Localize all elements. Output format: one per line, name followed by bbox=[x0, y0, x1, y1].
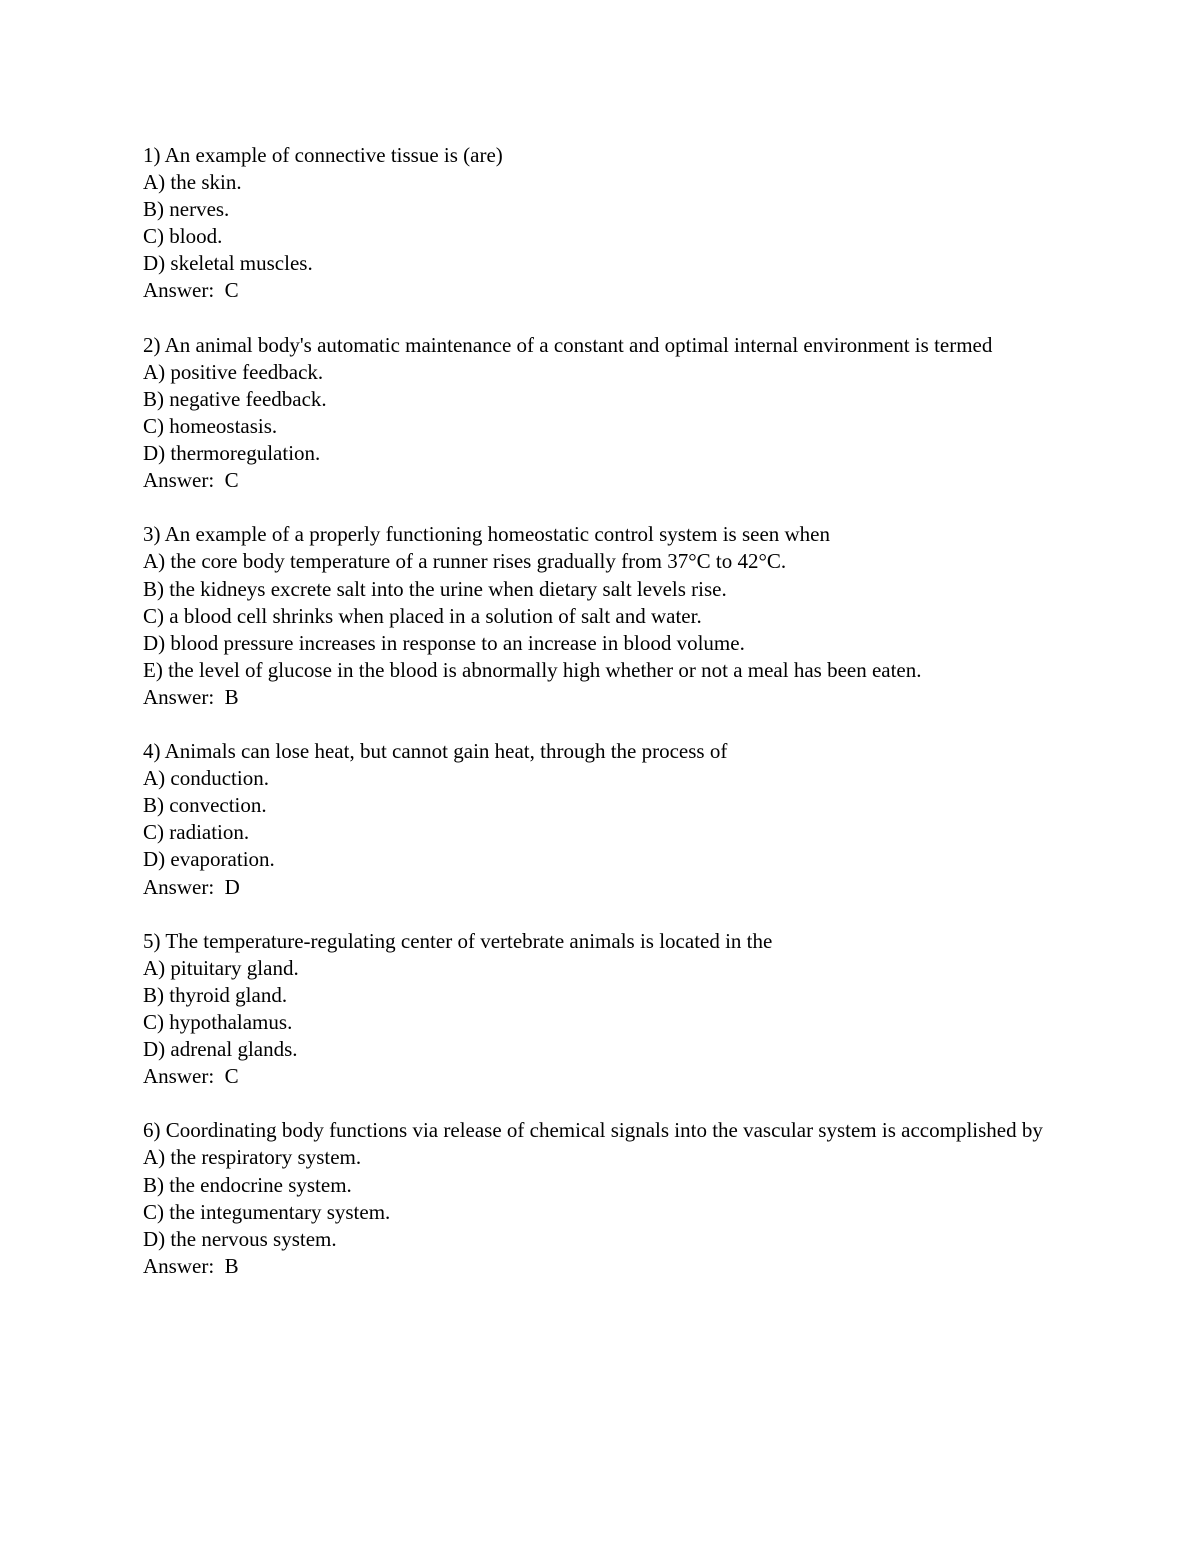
answer-line: Answer: C bbox=[143, 468, 239, 493]
option-b: B) the endocrine system. bbox=[143, 1172, 352, 1197]
option-c: C) blood. bbox=[143, 224, 223, 249]
option-b: B) the kidneys excrete salt into the urine when dietary salt levels rise. bbox=[143, 576, 727, 601]
question-stem: 4) Animals can lose heat, but cannot gain heat, through the process of bbox=[143, 739, 728, 764]
answer-line: Answer: B bbox=[143, 1253, 239, 1278]
option-c: C) radiation. bbox=[143, 820, 250, 845]
option-b: B) thyroid gland. bbox=[143, 982, 288, 1007]
option-c: C) the integumentary system. bbox=[143, 1199, 391, 1224]
option-b: B) negative feedback. bbox=[143, 386, 327, 411]
option-d: D) skeletal muscles. bbox=[143, 251, 313, 276]
question-stem: 3) An example of a properly functioning homeostatic control system is seen when bbox=[143, 522, 831, 547]
answer-line: Answer: C bbox=[143, 1064, 239, 1089]
option-d: D) evaporation. bbox=[143, 847, 275, 872]
option-d: D) adrenal glands. bbox=[143, 1037, 298, 1062]
option-a: A) pituitary gland. bbox=[143, 955, 299, 980]
option-d: D) blood pressure increases in response to an increase in blood volume. bbox=[143, 630, 745, 655]
option-a: A) the core body temperature of a runner rises gradually from 37°C to 42°C. bbox=[143, 549, 787, 574]
question-4 bbox=[143, 738, 1103, 901]
answer-line: Answer: D bbox=[143, 874, 240, 899]
question-stem: 6) Coordinating body functions via release of chemical signals into the vascular system is accomplished by bbox=[143, 1118, 1043, 1143]
option-a: A) positive feedback. bbox=[143, 359, 324, 384]
document-page bbox=[143, 142, 1103, 1307]
option-a: A) conduction. bbox=[143, 766, 269, 791]
question-stem: 2) An animal body's automatic maintenance of a constant and optimal internal environment is termed bbox=[143, 332, 993, 357]
question-1 bbox=[143, 142, 1103, 305]
option-c: C) homeostasis. bbox=[143, 413, 278, 438]
question-2 bbox=[143, 332, 1103, 495]
answer-line: Answer: B bbox=[143, 684, 239, 709]
option-b: B) convection. bbox=[143, 793, 267, 818]
option-c: C) hypothalamus. bbox=[143, 1010, 293, 1034]
question-5 bbox=[143, 928, 1103, 1091]
option-d: D) the nervous system. bbox=[143, 1226, 337, 1251]
answer-line: Answer: C bbox=[143, 278, 239, 303]
question-3 bbox=[143, 521, 1103, 711]
option-c: C) a blood cell shrinks when placed in a solution of salt and water. bbox=[143, 603, 702, 628]
question-6 bbox=[143, 1117, 1103, 1280]
option-a: A) the skin. bbox=[143, 170, 242, 195]
question-stem: 5) The temperature-regulating center of vertebrate animals is located in the bbox=[143, 928, 773, 953]
option-d: D) thermoregulation. bbox=[143, 441, 321, 466]
option-e: E) the level of glucose in the blood is abnormally high whether or not a meal has been eaten. bbox=[143, 657, 922, 682]
option-b: B) nerves. bbox=[143, 197, 230, 222]
option-a: A) the respiratory system. bbox=[143, 1145, 362, 1170]
question-stem: 1) An example of connective tissue is (are) bbox=[143, 143, 503, 167]
